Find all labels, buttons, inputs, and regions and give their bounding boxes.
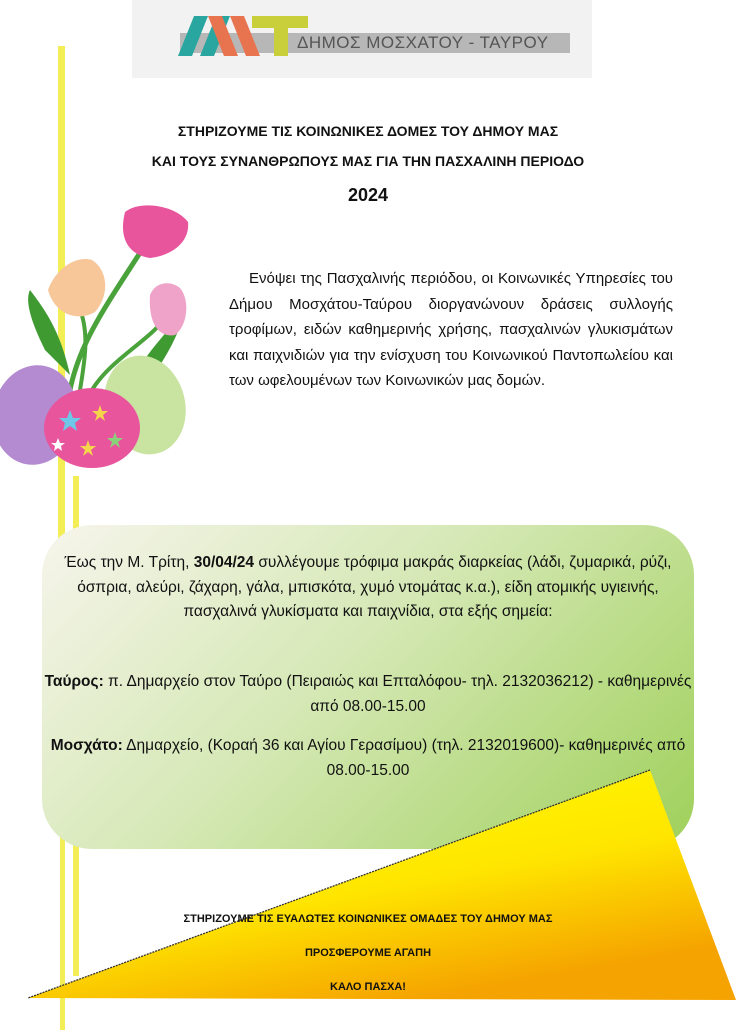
footer-line-1: ΣΤΗΡΙΖΟΥΜΕ ΤΙΣ ΕΥΑΛΩΤΕΣ ΚΟΙΝΩΝΙΚΕΣ ΟΜΑΔΕΣ ΤΟΥ ΔΗΜΟΥ ΜΑΣ [183,913,553,925]
intro-paragraph: Ενόψει της Πασχαλινής περιόδου, οι Κοινωνικές Υπηρεσίες του Δήμου Μοσχάτου-Ταύρου διοργανώνουν δράσεις συλλογής τροφίμων, ειδών καθημερινής χρήσης, πασχαλινών γλυκισμάτων και παιχνιδιών για την ενίσχυση του Κοινωνικού Παντοπωλείου και των ωφελουμένων των Κοινωνικών μας δομών. [229,270,673,389]
collection-prefix: Έως την Μ. Τρίτη, [64,554,194,571]
location-moschato-name: Μοσχάτο: [50,737,123,754]
collection-text: συλλέγουμε τρόφιμα μακράς διαρκείας (λάδι, ζυμαρικά, ρύζι, όσπρια, αλεύρι, ζάχαρη, γάλα, μπισκότα, χυμό ντομάτας κ.α.), είδη ατομικής υγιεινής, πασχαλινά γλυκίσματα και παιχνίδια, στα εξής σημεία: [77,554,672,620]
footer-line-3: ΚΑΛΟ ΠΑΣΧΑ! [330,981,406,993]
title-line-2: ΚΑΙ ΤΟΥΣ ΣΥΝΑΝΘΡΩΠΟΥΣ ΜΑΣ ΓΙΑ ΤΗΝ ΠΑΣΧΑΛΙΝΗ ΠΕΡΙΟΔΟ [151,153,585,169]
title-line-1: ΣΤΗΡΙΖΟΥΜΕ ΤΙΣ ΚΟΙΝΩΝΙΚΕΣ ΔΟΜΕΣ ΤΟΥ ΔΗΜΟΥ ΜΑΣ [177,123,559,139]
location-moschato-text: Δημαρχείο, (Κοραή 36 και Αγίου Γερασίμου) (τηλ. 2132019600)- καθημερινές από 08.00-15.00 [122,737,686,779]
logo-text: ΔΗΜΟΣ ΜΟΣΧΑΤΟΥ - ΤΑΥΡΟΥ [297,33,549,52]
location-tavros-text: π. Δημαρχείο στον Ταύρο (Πειραιώς και Επταλόφου- τηλ. 2132036212) - καθημερινές από 08.00-15.00 [103,673,692,715]
collection-date: 30/04/24 [193,554,255,571]
location-tavros-name: Ταύρος: [44,673,104,690]
footer-line-2: ΠΡΟΣΦΕΡΟΥΜΕ ΑΓΑΠΗ [304,947,432,959]
title-year: 2024 [347,185,389,205]
